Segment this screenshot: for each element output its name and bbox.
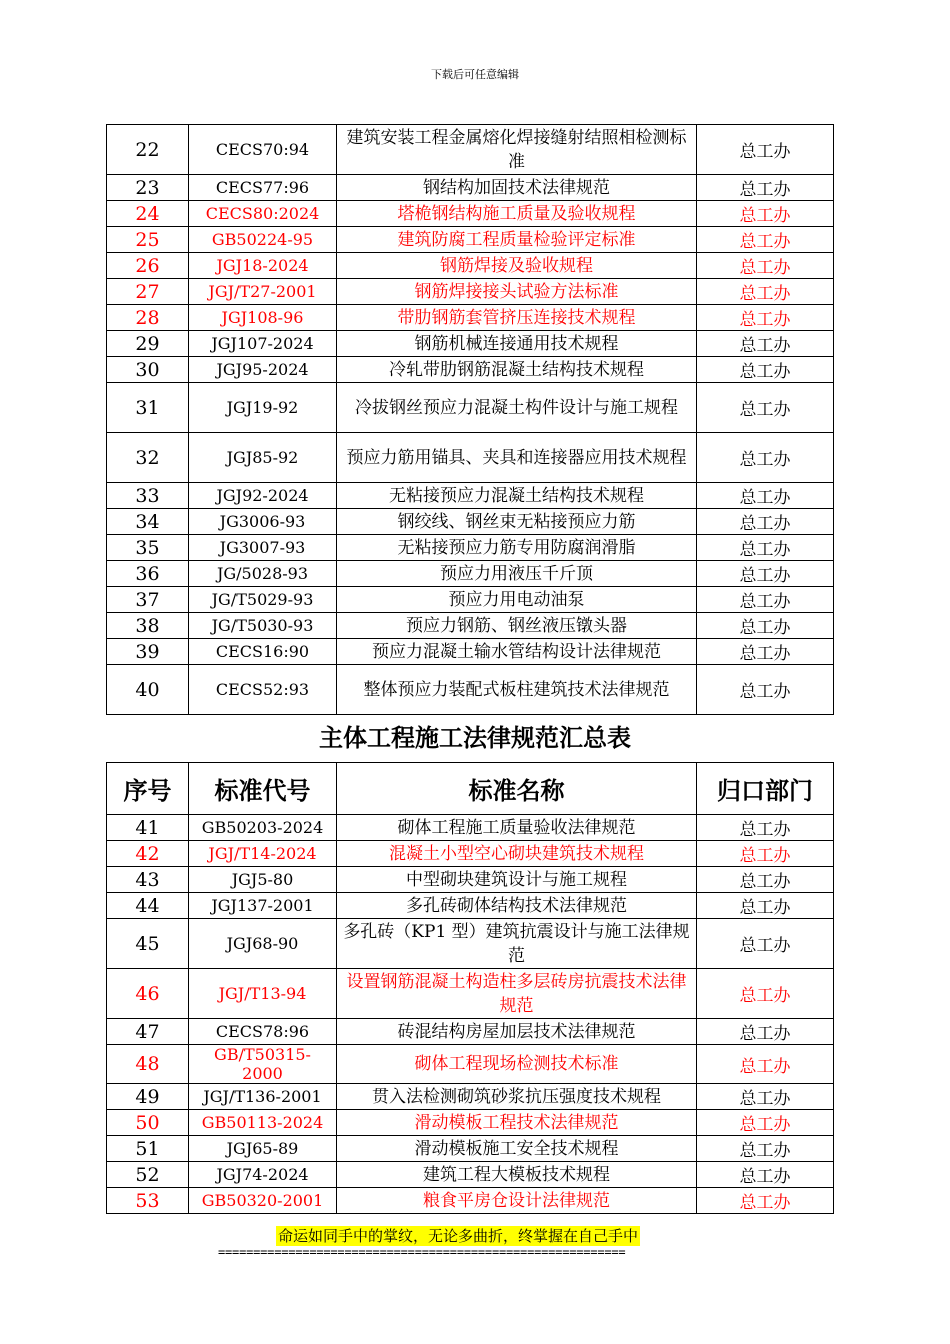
cell-serial-no: 31	[107, 383, 189, 433]
table-row	[107, 1084, 834, 1110]
cell-department: 总工办	[697, 893, 834, 919]
cell-department: 总工办	[697, 1084, 834, 1110]
cell-standard-name: 钢筋机械连接通用技术规程	[337, 331, 697, 357]
header-standard-code: 标准代号	[189, 763, 337, 815]
cell-standard-name: 混凝土小型空心砌块建筑技术规程	[337, 841, 697, 867]
cell-standard-name: 冷轧带肋钢筋混凝土结构技术规程	[337, 357, 697, 383]
cell-serial-no: 50	[107, 1110, 189, 1136]
cell-standard-code: JG/T5030-93	[189, 613, 337, 639]
table-row	[107, 1188, 834, 1214]
table-row	[107, 1136, 834, 1162]
table-row	[107, 561, 834, 587]
cell-standard-code: JGJ/T13-94	[189, 969, 337, 1019]
cell-standard-name: 滑动模板工程技术法律规范	[337, 1110, 697, 1136]
cell-standard-name: 建筑工程大模板技术规程	[337, 1162, 697, 1188]
table-row	[107, 815, 834, 841]
cell-serial-no: 43	[107, 867, 189, 893]
cell-standard-name: 带肋钢筋套管挤压连接技术规程	[337, 305, 697, 331]
cell-standard-name: 中型砌块建筑设计与施工规程	[337, 867, 697, 893]
cell-department: 总工办	[697, 1110, 834, 1136]
cell-standard-name: 冷拔钢丝预应力混凝土构件设计与施工规程	[337, 383, 697, 433]
table-row	[107, 305, 834, 331]
cell-standard-code: JGJ18-2024	[189, 253, 337, 279]
table-row	[107, 613, 834, 639]
cell-department: 总工办	[697, 331, 834, 357]
table2-body	[107, 815, 834, 1214]
cell-standard-code: JG/T5029-93	[189, 587, 337, 613]
cell-department: 总工办	[697, 1188, 834, 1214]
cell-standard-name: 钢筋焊接及验收规程	[337, 253, 697, 279]
main-works-standards-table	[106, 762, 834, 1214]
cell-standard-name: 多孔砖（KP1 型）建筑抗震设计与施工法律规范	[337, 919, 697, 969]
cell-standard-name: 预应力筋用锚具、夹具和连接器应用技术规程	[337, 433, 697, 483]
table-row	[107, 1019, 834, 1045]
cell-department: 总工办	[697, 867, 834, 893]
table-row	[107, 483, 834, 509]
cell-serial-no: 47	[107, 1019, 189, 1045]
cell-standard-code: JG/5028-93	[189, 561, 337, 587]
cell-serial-no: 48	[107, 1045, 189, 1084]
table-row	[107, 1045, 834, 1084]
cell-standard-code: JGJ/T136-2001	[189, 1084, 337, 1110]
cell-standard-code: JGJ137-2001	[189, 893, 337, 919]
section-title: 主体工程施工法律规范汇总表	[319, 723, 631, 752]
cell-serial-no: 49	[107, 1084, 189, 1110]
cell-standard-code: CECS52:93	[189, 665, 337, 715]
table-row	[107, 509, 834, 535]
cell-serial-no: 33	[107, 483, 189, 509]
cell-standard-code: JGJ68-90	[189, 919, 337, 969]
cell-department: 总工办	[697, 253, 834, 279]
cell-department: 总工办	[697, 535, 834, 561]
cell-serial-no: 26	[107, 253, 189, 279]
cell-serial-no: 45	[107, 919, 189, 969]
cell-standard-code: JG3007-93	[189, 535, 337, 561]
cell-standard-name: 无粘接预应力混凝土结构技术规程	[337, 483, 697, 509]
cell-standard-name: 砌体工程现场检测技术标准	[337, 1045, 697, 1084]
cell-standard-name: 多孔砖砌体结构技术法律规范	[337, 893, 697, 919]
cell-department: 总工办	[697, 279, 834, 305]
cell-department: 总工办	[697, 305, 834, 331]
cell-serial-no: 22	[107, 125, 189, 175]
cell-standard-name: 预应力用液压千斤顶	[337, 561, 697, 587]
cell-serial-no: 28	[107, 305, 189, 331]
cell-standard-name: 钢结构加固技术法律规范	[337, 175, 697, 201]
cell-standard-code: CECS80:2024	[189, 201, 337, 227]
cell-standard-code: JGJ65-89	[189, 1136, 337, 1162]
table-row	[107, 357, 834, 383]
cell-department: 总工办	[697, 509, 834, 535]
table-row	[107, 279, 834, 305]
cell-department: 总工办	[697, 227, 834, 253]
table-row	[107, 331, 834, 357]
cell-department: 总工办	[697, 969, 834, 1019]
cell-standard-code: GB50203-2024	[189, 815, 337, 841]
table-row	[107, 175, 834, 201]
cell-department: 总工办	[697, 483, 834, 509]
cell-standard-code: JGJ108-96	[189, 305, 337, 331]
cell-department: 总工办	[697, 1136, 834, 1162]
cell-standard-code: JG3006-93	[189, 509, 337, 535]
table-row	[107, 893, 834, 919]
cell-serial-no: 36	[107, 561, 189, 587]
table-row	[107, 665, 834, 715]
table-row	[107, 383, 834, 433]
cell-department: 总工办	[697, 665, 834, 715]
header-standard-name: 标准名称	[337, 763, 697, 815]
cell-serial-no: 39	[107, 639, 189, 665]
header-serial-no: 序号	[107, 763, 189, 815]
cell-serial-no: 53	[107, 1188, 189, 1214]
cell-standard-code: CECS16:90	[189, 639, 337, 665]
table-header-row	[107, 763, 834, 815]
cell-standard-name: 钢筋焊接接头试验方法标准	[337, 279, 697, 305]
table1-body	[107, 125, 834, 715]
cell-serial-no: 40	[107, 665, 189, 715]
cell-department: 总工办	[697, 639, 834, 665]
cell-department: 总工办	[697, 919, 834, 969]
cell-department: 总工办	[697, 841, 834, 867]
table-row	[107, 969, 834, 1019]
cell-department: 总工办	[697, 175, 834, 201]
cell-serial-no: 27	[107, 279, 189, 305]
cell-standard-code: JGJ95-2024	[189, 357, 337, 383]
cell-standard-name: 整体预应力装配式板柱建筑技术法律规范	[337, 665, 697, 715]
table-row	[107, 201, 834, 227]
cell-standard-name: 砌体工程施工质量验收法律规范	[337, 815, 697, 841]
cell-standard-code: JGJ/T14-2024	[189, 841, 337, 867]
cell-standard-code: CECS70:94	[189, 125, 337, 175]
cell-standard-name: 建筑安装工程金属熔化焊接缝射结照相检测标准	[337, 125, 697, 175]
cell-standard-name: 预应力用电动油泵	[337, 587, 697, 613]
cell-department: 总工办	[697, 1045, 834, 1084]
cell-serial-no: 44	[107, 893, 189, 919]
footer-motto: 命运如同手中的掌纹，无论多曲折，终掌握在自己手中	[278, 1227, 639, 1245]
cell-serial-no: 29	[107, 331, 189, 357]
cell-standard-code: GB50224-95	[189, 227, 337, 253]
cell-department: 总工办	[697, 1019, 834, 1045]
cell-department: 总工办	[697, 433, 834, 483]
footer-rule: ==========================================================	[218, 1245, 626, 1259]
cell-standard-code: GB50113-2024	[189, 1110, 337, 1136]
cell-department: 总工办	[697, 1162, 834, 1188]
cell-standard-name: 滑动模板施工安全技术规程	[337, 1136, 697, 1162]
cell-standard-code: GB50320-2001	[189, 1188, 337, 1214]
cell-serial-no: 32	[107, 433, 189, 483]
cell-serial-no: 23	[107, 175, 189, 201]
cell-standard-name: 塔桅钢结构施工质量及验收规程	[337, 201, 697, 227]
cell-serial-no: 51	[107, 1136, 189, 1162]
cell-standard-name: 贯入法检测砌筑砂浆抗压强度技术规程	[337, 1084, 697, 1110]
cell-serial-no: 52	[107, 1162, 189, 1188]
cell-standard-code: JGJ74-2024	[189, 1162, 337, 1188]
cell-standard-code: GB/T50315-2000	[189, 1045, 337, 1084]
cell-serial-no: 46	[107, 969, 189, 1019]
table-row	[107, 535, 834, 561]
cell-department: 总工办	[697, 201, 834, 227]
cell-standard-code: JGJ19-92	[189, 383, 337, 433]
cell-standard-name: 预应力钢筋、钢丝液压镦头器	[337, 613, 697, 639]
cell-serial-no: 35	[107, 535, 189, 561]
cell-department: 总工办	[697, 815, 834, 841]
header-note: 下载后可任意编辑	[431, 68, 519, 81]
cell-standard-code: JGJ107-2024	[189, 331, 337, 357]
table-row	[107, 841, 834, 867]
table-row	[107, 639, 834, 665]
cell-serial-no: 25	[107, 227, 189, 253]
cell-department: 总工办	[697, 587, 834, 613]
cell-standard-name: 无粘接预应力筋专用防腐润滑脂	[337, 535, 697, 561]
table-row	[107, 433, 834, 483]
cell-standard-name: 砖混结构房屋加层技术法律规范	[337, 1019, 697, 1045]
cell-standard-name: 粮食平房仓设计法律规范	[337, 1188, 697, 1214]
cell-standard-code: JGJ5-80	[189, 867, 337, 893]
cell-standard-name: 钢绞线、钢丝束无粘接预应力筋	[337, 509, 697, 535]
cell-department: 总工办	[697, 561, 834, 587]
cell-serial-no: 24	[107, 201, 189, 227]
table-row	[107, 919, 834, 969]
cell-serial-no: 30	[107, 357, 189, 383]
cell-department: 总工办	[697, 357, 834, 383]
cell-standard-name: 建筑防腐工程质量检验评定标准	[337, 227, 697, 253]
table-row	[107, 125, 834, 175]
cell-serial-no: 41	[107, 815, 189, 841]
table-row	[107, 253, 834, 279]
cell-standard-code: CECS77:96	[189, 175, 337, 201]
cell-serial-no: 37	[107, 587, 189, 613]
cell-department: 总工办	[697, 613, 834, 639]
cell-standard-code: CECS78:96	[189, 1019, 337, 1045]
cell-serial-no: 42	[107, 841, 189, 867]
standards-table-continued	[106, 124, 834, 715]
cell-serial-no: 38	[107, 613, 189, 639]
header-department: 归口部门	[697, 763, 834, 815]
cell-standard-code: JGJ85-92	[189, 433, 337, 483]
cell-standard-name: 预应力混凝土输水管结构设计法律规范	[337, 639, 697, 665]
cell-standard-code: JGJ/T27-2001	[189, 279, 337, 305]
cell-department: 总工办	[697, 125, 834, 175]
table-row	[107, 867, 834, 893]
table-row	[107, 1110, 834, 1136]
cell-standard-name: 设置钢筋混凝土构造柱多层砖房抗震技术法律规范	[337, 969, 697, 1019]
cell-serial-no: 34	[107, 509, 189, 535]
table-row	[107, 1162, 834, 1188]
cell-department: 总工办	[697, 383, 834, 433]
table-row	[107, 587, 834, 613]
table-row	[107, 227, 834, 253]
cell-standard-code: JGJ92-2024	[189, 483, 337, 509]
